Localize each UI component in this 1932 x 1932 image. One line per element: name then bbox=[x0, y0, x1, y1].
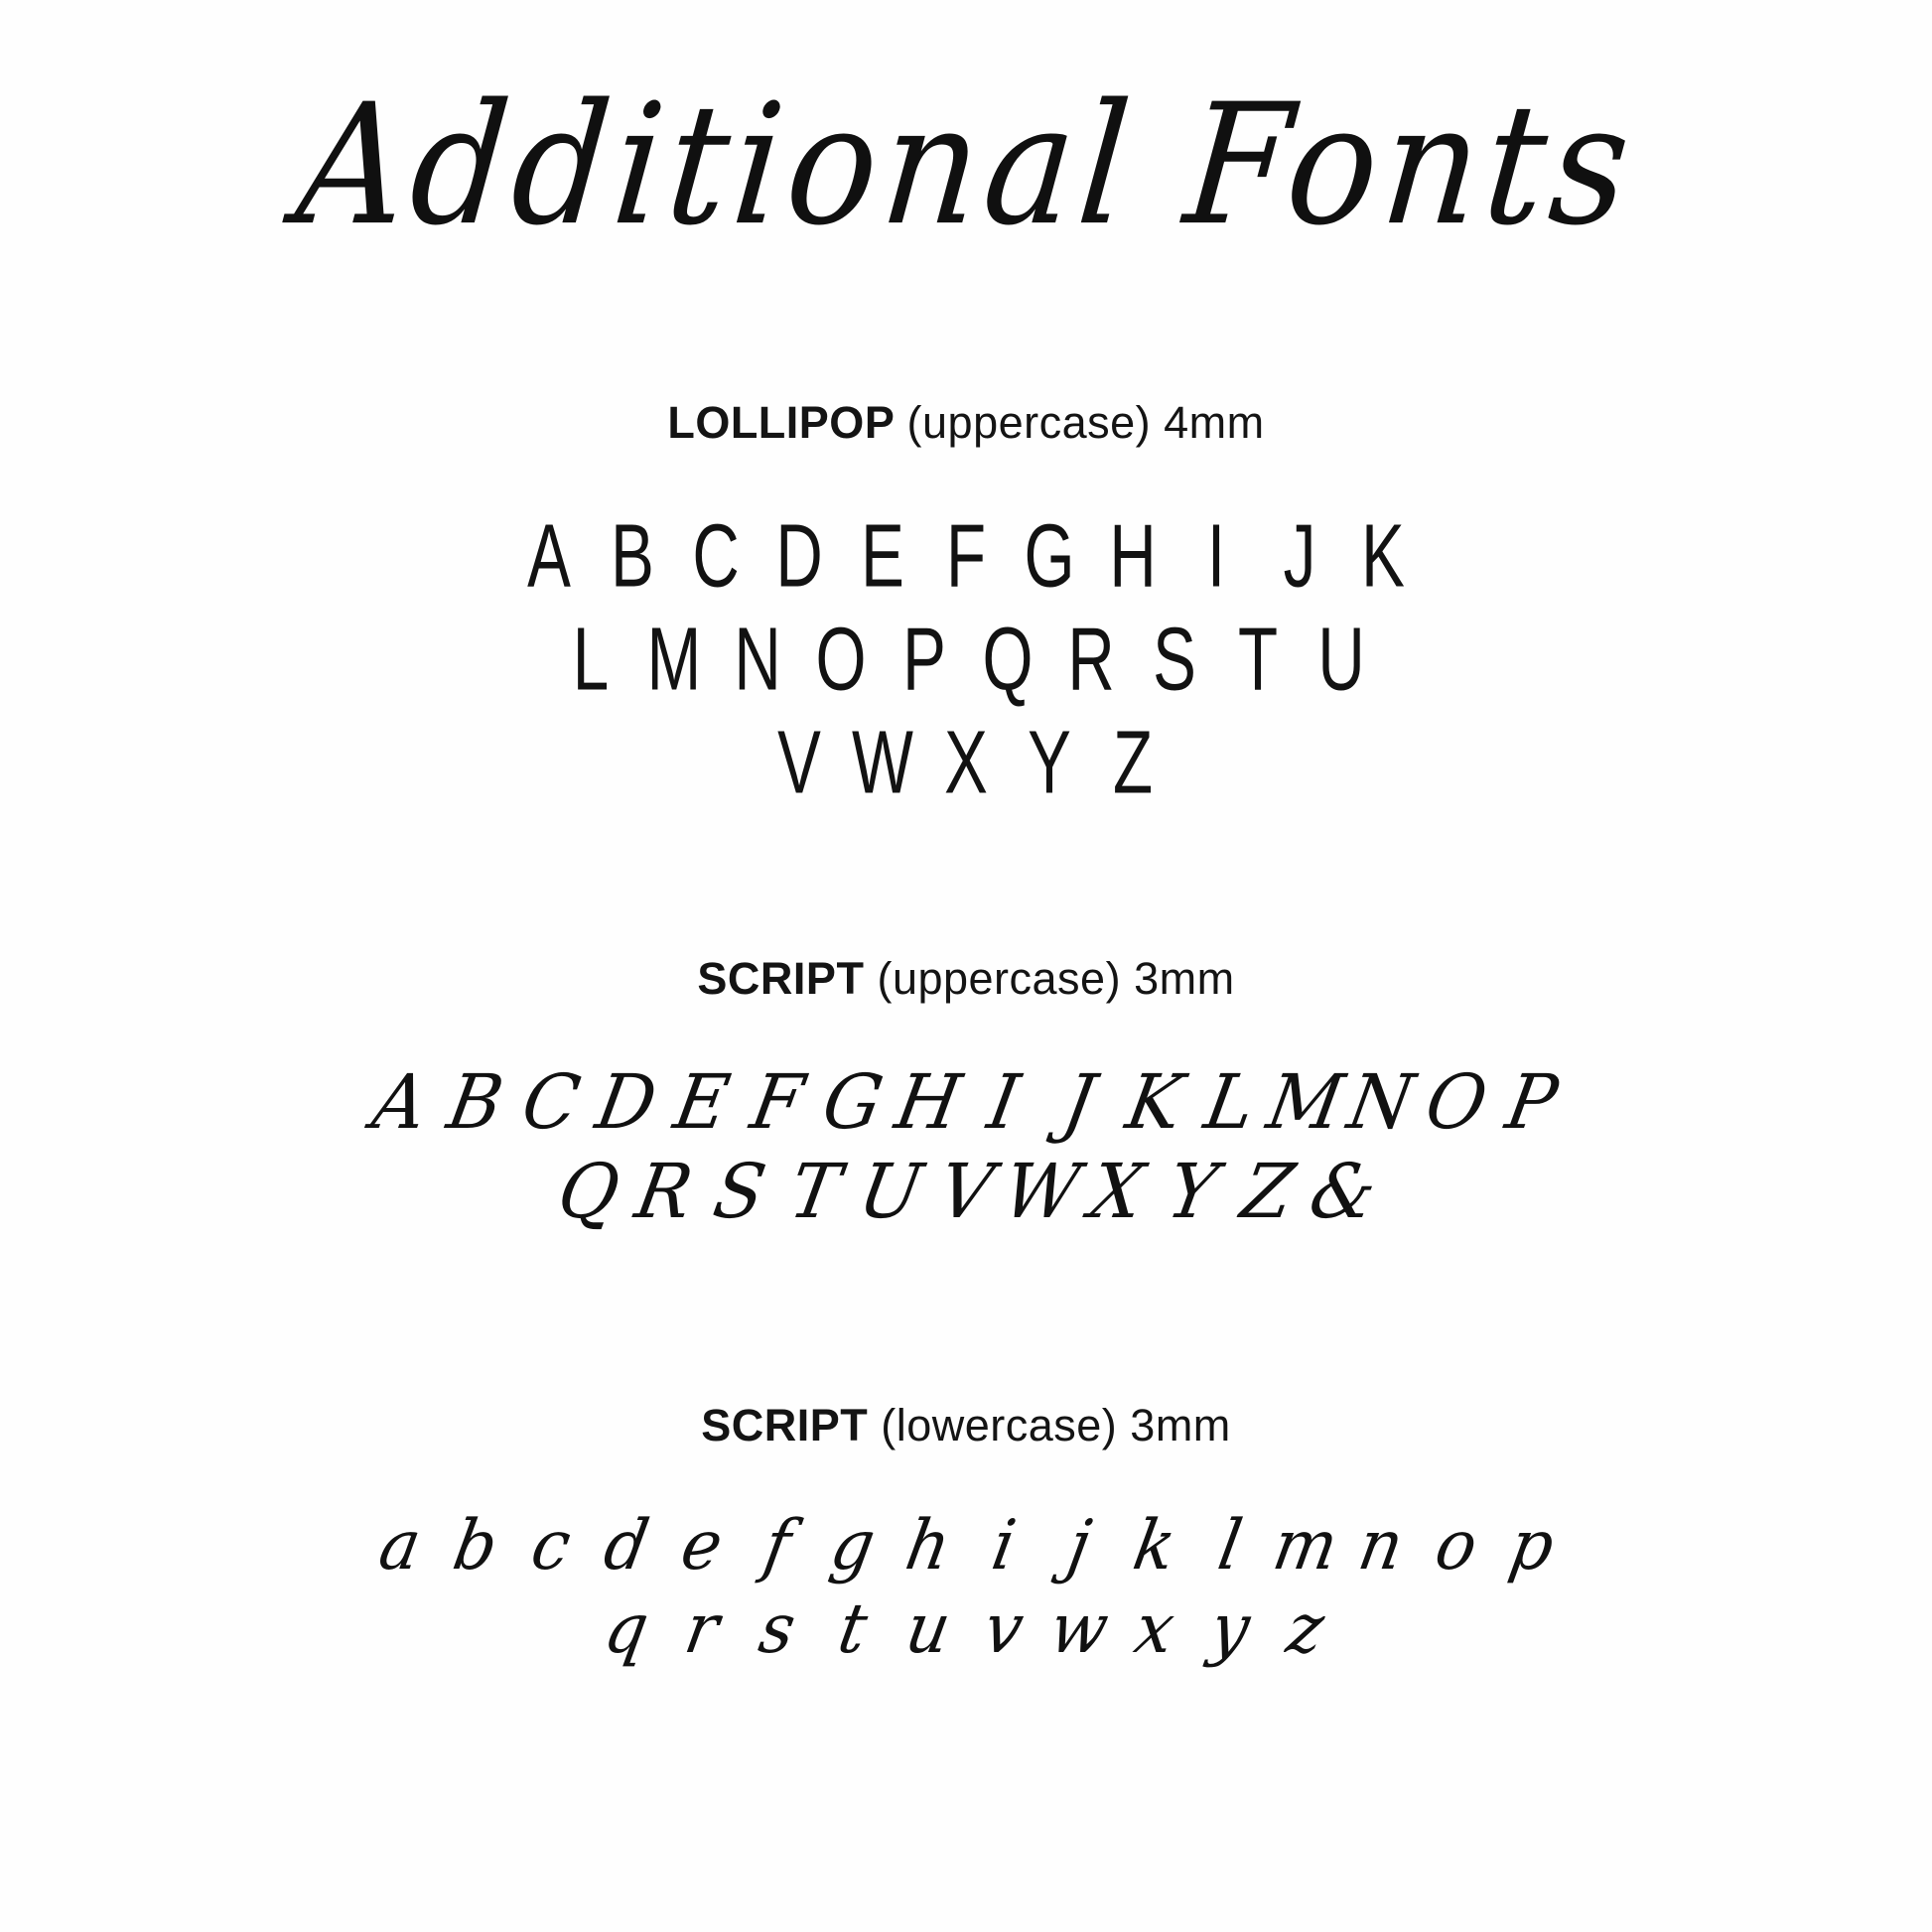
glyph: N bbox=[734, 610, 781, 710]
glyph: K bbox=[1120, 1057, 1189, 1147]
glyph: k bbox=[1127, 1505, 1182, 1586]
glyph: I bbox=[981, 1057, 1026, 1147]
glyph: K bbox=[1361, 506, 1405, 607]
alphabet-grid-script-uppercase bbox=[0, 1057, 1932, 1236]
alphabet-row bbox=[0, 1147, 1932, 1236]
glyph: j bbox=[1061, 1505, 1097, 1586]
glyph: E bbox=[667, 1057, 737, 1147]
glyph: & bbox=[1304, 1147, 1383, 1236]
glyph: R bbox=[1067, 610, 1115, 710]
glyph: T bbox=[1237, 610, 1279, 710]
section-heading-lollipop bbox=[0, 397, 1932, 449]
glyph: C bbox=[692, 506, 740, 607]
glyph: A bbox=[366, 1057, 434, 1147]
alphabet-row bbox=[0, 1057, 1932, 1147]
page-title: Additional Fonts bbox=[289, 69, 1643, 263]
glyph: t bbox=[832, 1588, 874, 1669]
glyph: W bbox=[852, 713, 913, 813]
glyph: Z bbox=[1235, 1147, 1301, 1236]
section-heading-main: LOLLIPOP bbox=[667, 397, 895, 448]
glyph: q bbox=[598, 1588, 655, 1669]
page-title-wrap bbox=[0, 69, 1932, 263]
glyph: J bbox=[1283, 506, 1316, 607]
glyph: o bbox=[1430, 1505, 1484, 1586]
section-heading-detail: (uppercase) 4mm bbox=[906, 397, 1265, 448]
glyph: X bbox=[1083, 1147, 1151, 1236]
glyph: V bbox=[932, 1147, 1000, 1236]
glyph: X bbox=[944, 713, 988, 813]
glyph: Z bbox=[1112, 713, 1154, 813]
glyph: x bbox=[1129, 1588, 1180, 1669]
glyph: P bbox=[902, 610, 946, 710]
glyph: D bbox=[590, 1057, 663, 1147]
glyph: W bbox=[997, 1147, 1086, 1236]
glyph: H bbox=[1109, 506, 1157, 607]
glyph: A bbox=[527, 506, 571, 607]
glyph: D bbox=[775, 506, 823, 607]
glyph: E bbox=[861, 506, 904, 607]
glyph: V bbox=[777, 713, 821, 813]
glyph: w bbox=[1043, 1588, 1115, 1669]
glyph: u bbox=[899, 1588, 957, 1669]
glyph: c bbox=[525, 1505, 577, 1586]
glyph: i bbox=[986, 1505, 1022, 1586]
glyph: p bbox=[1503, 1505, 1561, 1586]
alphabet-row bbox=[0, 713, 1932, 813]
glyph: y bbox=[1204, 1588, 1256, 1669]
glyph: N bbox=[1341, 1057, 1421, 1147]
glyph: n bbox=[1352, 1505, 1410, 1586]
glyph: g bbox=[824, 1505, 882, 1586]
glyph: e bbox=[675, 1505, 729, 1586]
glyph: Q bbox=[982, 610, 1034, 710]
glyph: M bbox=[1261, 1057, 1350, 1147]
section-script-lowercase bbox=[0, 1400, 1932, 1680]
glyph: b bbox=[447, 1505, 504, 1586]
glyph: B bbox=[611, 506, 654, 607]
glyph: S bbox=[707, 1147, 772, 1236]
glyph: F bbox=[945, 506, 987, 607]
glyph: T bbox=[783, 1147, 847, 1236]
glyph: C bbox=[515, 1057, 587, 1147]
glyph: z bbox=[1281, 1588, 1330, 1669]
glyph: Q bbox=[551, 1147, 626, 1236]
section-heading-main: SCRIPT bbox=[701, 1400, 869, 1450]
glyph: d bbox=[598, 1505, 655, 1586]
glyph: H bbox=[889, 1057, 968, 1147]
glyph: P bbox=[1499, 1057, 1564, 1147]
glyph: L bbox=[572, 610, 610, 710]
alphabet-grid-script-lowercase bbox=[0, 1505, 1932, 1669]
glyph: L bbox=[1198, 1057, 1262, 1147]
glyph: B bbox=[441, 1057, 510, 1147]
section-heading-detail: (lowercase) 3mm bbox=[881, 1400, 1231, 1450]
section-heading-script-lowercase bbox=[0, 1400, 1932, 1451]
glyph: J bbox=[1056, 1057, 1102, 1147]
glyph: I bbox=[1206, 506, 1226, 607]
section-heading-detail: (uppercase) 3mm bbox=[877, 953, 1235, 1004]
glyph: v bbox=[978, 1588, 1030, 1669]
glyph: l bbox=[1212, 1505, 1248, 1586]
glyph: G bbox=[816, 1057, 890, 1147]
alphabet-row bbox=[0, 1588, 1932, 1669]
alphabet-row bbox=[0, 506, 1932, 607]
glyph: F bbox=[745, 1057, 810, 1147]
glyph: M bbox=[646, 610, 702, 710]
glyph: Y bbox=[1028, 713, 1071, 813]
glyph: h bbox=[899, 1505, 957, 1586]
glyph: S bbox=[1153, 610, 1196, 710]
glyph: O bbox=[1419, 1057, 1494, 1147]
glyph: O bbox=[815, 610, 867, 710]
glyph: f bbox=[758, 1505, 797, 1586]
glyph: Y bbox=[1161, 1147, 1224, 1236]
alphabet-row bbox=[0, 610, 1932, 710]
glyph: U bbox=[1317, 610, 1365, 710]
glyph: s bbox=[754, 1588, 802, 1669]
section-heading-script-uppercase bbox=[0, 953, 1932, 1005]
glyph: m bbox=[1267, 1505, 1344, 1586]
glyph: R bbox=[629, 1147, 699, 1236]
section-script-uppercase bbox=[0, 953, 1932, 1245]
glyph: a bbox=[373, 1505, 427, 1586]
glyph: U bbox=[852, 1147, 929, 1236]
section-lollipop bbox=[0, 397, 1932, 830]
section-heading-main: SCRIPT bbox=[697, 953, 865, 1004]
glyph: r bbox=[679, 1588, 726, 1669]
glyph: G bbox=[1024, 506, 1075, 607]
alphabet-grid-lollipop bbox=[0, 506, 1932, 813]
alphabet-row bbox=[0, 1505, 1932, 1586]
